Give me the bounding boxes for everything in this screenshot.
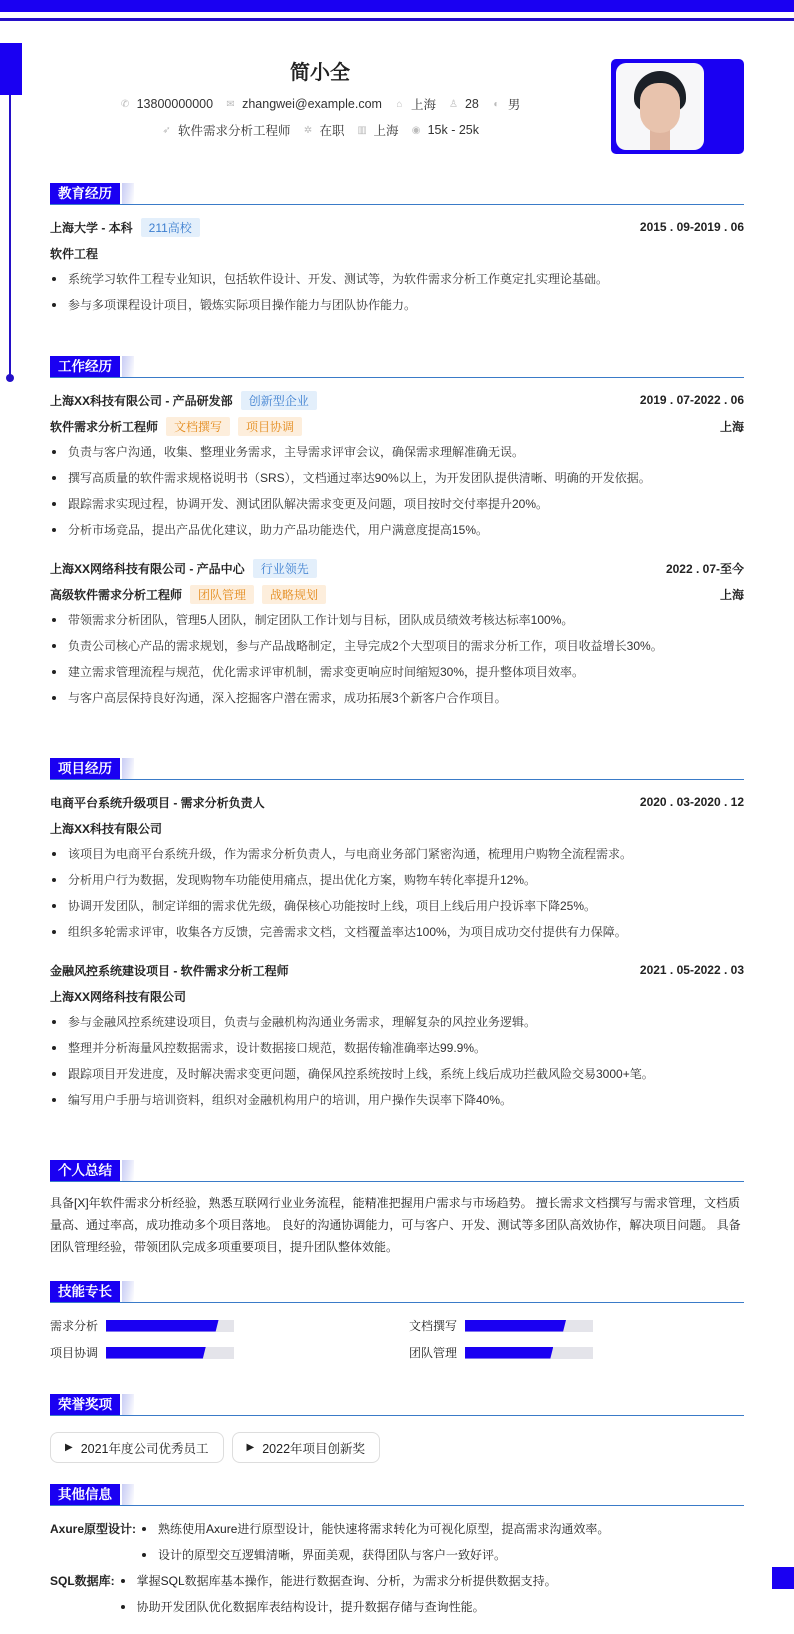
contact-phone [120,97,213,111]
list-item: 建立需求管理流程与规范，优化需求评审机制，需求变更响应时间缩短30%，提升整体项目效率。 [50,659,744,685]
skill-fill [106,1347,206,1359]
work-city [357,121,399,139]
project-bullets [50,841,744,945]
projects-section [50,758,744,1113]
skill-bar [106,1320,234,1332]
play-triangle-icon: ▶ [246,1442,255,1453]
status-icon: ✲ [303,124,313,136]
major: 软件工程 [50,246,99,261]
skill-bar [465,1347,593,1359]
other-groups [50,1516,744,1620]
company-tag: 行业领先 [253,559,317,578]
company-line [50,391,317,410]
skill-name: 文档撰写 [409,1319,458,1333]
section-title: 个人总结 [50,1160,120,1181]
contact-row-2 [50,117,590,143]
skill-name: 项目协调 [50,1346,99,1360]
skill-fill [106,1320,219,1332]
school-line [50,218,200,237]
section-title-tail [122,758,134,779]
project-company: 上海XX网络科技有限公司 [50,989,187,1004]
bottom-accent-block [772,1567,794,1589]
job-company-row [50,555,744,581]
section-header [50,183,744,205]
salary-icon: ◉ [411,124,421,136]
send-icon: ➶ [162,124,171,136]
job-bullets [50,607,744,711]
role-line [50,417,302,436]
resume-header [50,55,590,143]
project-date: 2020 . 03-2020 . 12 [639,795,744,809]
home-icon: ⌂ [396,98,403,110]
job-location: 上海 [719,419,744,434]
major-row [50,240,744,266]
gender-icon: ◐ [493,98,500,110]
project-title-row [50,957,744,983]
list-item: 带领需求分析团队，管理5人团队，制定团队工作计划与目标，团队成员绩效考核达标率100%。 [50,607,744,633]
contact-age [448,97,479,111]
award-badge [50,1432,224,1463]
age-icon: ♙ [448,98,458,110]
side-accent-dot [6,374,14,382]
role-tag: 团队管理 [190,585,254,604]
job-intent [161,121,291,139]
section-title: 项目经历 [50,758,120,779]
project-company-row [50,815,744,841]
award-label: 2022年项目创新奖 [262,1441,366,1456]
award-badge [232,1432,381,1463]
avatar-face [640,83,680,133]
job-date: 2022 . 07-至今 [665,561,744,576]
list-item: 协助开发团队优化数据库表结构设计，提升数据存储与查询性能。 [119,1594,557,1620]
job-status [303,121,345,139]
skill-fill [465,1320,566,1332]
summary-text: 具备[X]年软件需求分析经验，熟悉互联网行业业务流程，能精准把握用户需求与市场趋势。 擅长需求文档撰写与需求管理，文档质量高、通过率高，成功推动多个项目落地。 良好的沟通协调能力，可与客户、开发、测试等多团队高效协作，解决项目问题。 具备团队管理经验，带领团队完成多项重要项目，提升团队整体效能。 [50,1196,741,1254]
play-triangle-icon: ▶ [65,1442,73,1453]
section-title-tail [122,183,134,204]
contact-row-1 [50,91,590,117]
top-accent-bar [0,0,794,12]
section-header [50,1160,744,1182]
age-value: 28 [464,97,479,111]
job-entry [50,555,744,711]
building-icon: ▥ [357,124,367,136]
job-date: 2019 . 07-2022 . 06 [639,393,744,407]
work-city-value: 上海 [373,124,399,138]
skill-item [409,1344,744,1361]
list-item: 该项目为电商平台系统升级，作为需求分析负责人，与电商业务部门紧密沟通，梳理用户购物全流程需求。 [50,841,744,867]
project-name: 电商平台系统升级项目 - 需求分析负责人 [50,795,265,810]
project-company-row [50,983,744,1009]
list-item: 跟踪需求实现过程，协调开发、测试团队解决需求变更及问题，项目按时交付率提升20%。 [50,491,744,517]
project-date: 2021 . 05-2022 . 03 [639,963,744,977]
section-title-tail [122,1160,134,1181]
section-header [50,1394,744,1416]
contact-city [394,95,436,113]
education-date: 2015 . 09-2019 . 06 [639,220,744,234]
section-title-tail [122,1394,134,1415]
skill-item [50,1317,397,1334]
project-company: 上海XX科技有限公司 [50,821,163,836]
school-name: 上海大学 - 本科 [50,220,133,235]
skill-bar [465,1320,593,1332]
role-tag: 项目协调 [238,417,302,436]
skill-name: 需求分析 [50,1319,99,1333]
job-intent-value: 软件需求分析工程师 [178,124,291,138]
company-tag: 创新型企业 [241,391,317,410]
candidate-name: 简小全 [290,62,350,84]
section-title: 其他信息 [50,1484,120,1505]
project-title-row [50,789,744,815]
skill-item [50,1344,397,1361]
education-bullets [50,266,744,318]
list-item: 分析市场竞品，提出产品优化建议，助力产品功能迭代，用户满意度提高15%。 [50,517,744,543]
list-item: 系统学习软件工程专业知识，包括软件设计、开发、测试等，为软件需求分析工作奠定扎实理论基础。 [50,266,744,292]
project-name: 金融风控系统建设项目 - 软件需求分析工程师 [50,963,289,978]
school-tag: 211高校 [141,218,200,237]
mail-icon: ✉ [226,98,235,110]
list-item: 跟踪项目开发进度，及时解决需求变更问题，确保风控系统按时上线，系统上线后成功拦截风险交易3000+笔。 [50,1061,744,1087]
skill-name: 团队管理 [409,1346,458,1360]
skill-fill [465,1347,553,1359]
job-entry [50,387,744,543]
list-item: 组织多轮需求评审，收集各方反馈，完善需求文档，文档覆盖率达100%，为项目成功交付提供有力保障。 [50,919,744,945]
role-name: 高级软件需求分析工程师 [50,587,183,602]
phone-icon: ✆ [120,98,130,110]
list-item: 整理并分析海量风控数据需求，设计数据接口规范，数据传输准确率达99.9%。 [50,1035,744,1061]
list-item: 负责公司核心产品的需求规划，参与产品战略制定，主导完成2个大型项目的需求分析工作，项目收益增长30%。 [50,633,744,659]
salary-value: 15k - 25k [427,123,479,137]
section-header [50,1484,744,1506]
other-group-label: Axure原型设计: [50,1522,137,1536]
list-item: 熟练使用Axure进行原型设计，能快速将需求转化为可视化原型，提高需求沟通效率。 [140,1516,609,1542]
list-item: 设计的原型交互逻辑清晰，界面美观，获得团队与客户一致好评。 [140,1542,609,1568]
section-header [50,1281,744,1303]
section-header [50,758,744,780]
other-group [50,1568,744,1620]
job-company-row [50,387,744,413]
role-tag: 文档撰写 [166,417,230,436]
photo-frame [611,59,744,154]
other-group-bullets [115,1568,557,1620]
section-title: 技能专长 [50,1281,120,1302]
section-title: 教育经历 [50,183,120,204]
awards-list [50,1432,744,1463]
section-title-tail [122,1281,134,1302]
company-line [50,559,317,578]
skills-grid [50,1317,744,1361]
list-item: 协调开发团队，制定详细的需求优先级，确保核心功能按时上线，项目上线后用户投诉率下降25%。 [50,893,744,919]
list-item: 参与多项课程设计项目，锻炼实际项目操作能力与团队协作能力。 [50,292,744,318]
awards-section [50,1394,744,1463]
project-entry [50,789,744,945]
section-title-tail [122,356,134,377]
list-item: 参与金融风控系统建设项目，负责与金融机构沟通业务需求，理解复杂的风控业务逻辑。 [50,1009,744,1035]
section-title-tail [122,1484,134,1505]
skill-bar [106,1347,234,1359]
section-title: 荣誉奖项 [50,1394,120,1415]
education-section [50,183,744,318]
other-section [50,1484,744,1620]
side-accent-block [0,43,22,95]
other-group-label: SQL数据库: [50,1574,115,1588]
education-row [50,214,744,240]
project-entry [50,957,744,1113]
list-item: 分析用户行为数据，发现购物车功能使用痛点，提出优化方案，购物车转化率提升12%。 [50,867,744,893]
role-tag: 战略规划 [262,585,326,604]
job-bullets [50,439,744,543]
top-accent-line [0,18,794,21]
job-role-row [50,413,744,439]
job-role-row [50,581,744,607]
skill-item [409,1317,744,1334]
summary-section [50,1160,744,1258]
section-header [50,356,744,378]
contact-gender [491,95,521,113]
section-title: 工作经历 [50,356,120,377]
list-item: 与客户高层保持良好沟通，深入挖掘客户潜在需求，成功拓展3个新客户合作项目。 [50,685,744,711]
role-name: 软件需求分析工程师 [50,419,159,434]
phone-value: 13800000000 [136,97,214,111]
salary [411,123,479,137]
other-group-bullets [136,1516,609,1568]
skills-section [50,1281,744,1361]
job-status-value: 在职 [319,124,345,138]
avatar [616,63,704,150]
side-accent-line [9,95,11,377]
list-item: 掌握SQL数据库基本操作，能进行数据查询、分析，为需求分析提供数据支持。 [119,1568,557,1594]
other-group [50,1516,744,1568]
company-name: 上海XX网络科技有限公司 - 产品中心 [50,561,245,576]
award-label: 2021年度公司优秀员工 [80,1441,209,1456]
list-item: 负责与客户沟通，收集、整理业务需求，主导需求评审会议，确保需求理解准确无误。 [50,439,744,465]
company-name: 上海XX科技有限公司 - 产品研发部 [50,393,233,408]
city-value: 上海 [410,98,436,112]
project-bullets [50,1009,744,1113]
job-location: 上海 [719,587,744,602]
list-item: 编写用户手册与培训资料，组织对金融机构用户的培训，用户操作失误率下降40%。 [50,1087,744,1113]
contact-email [225,97,382,111]
gender-value: 男 [507,98,521,112]
list-item: 撰写高质量的软件需求规格说明书（SRS），文档通过率达90%以上，为开发团队提供清晰、明确的开发依据。 [50,465,744,491]
work-section [50,356,744,711]
role-line [50,585,326,604]
email-value: zhangwei@example.com [242,97,382,111]
